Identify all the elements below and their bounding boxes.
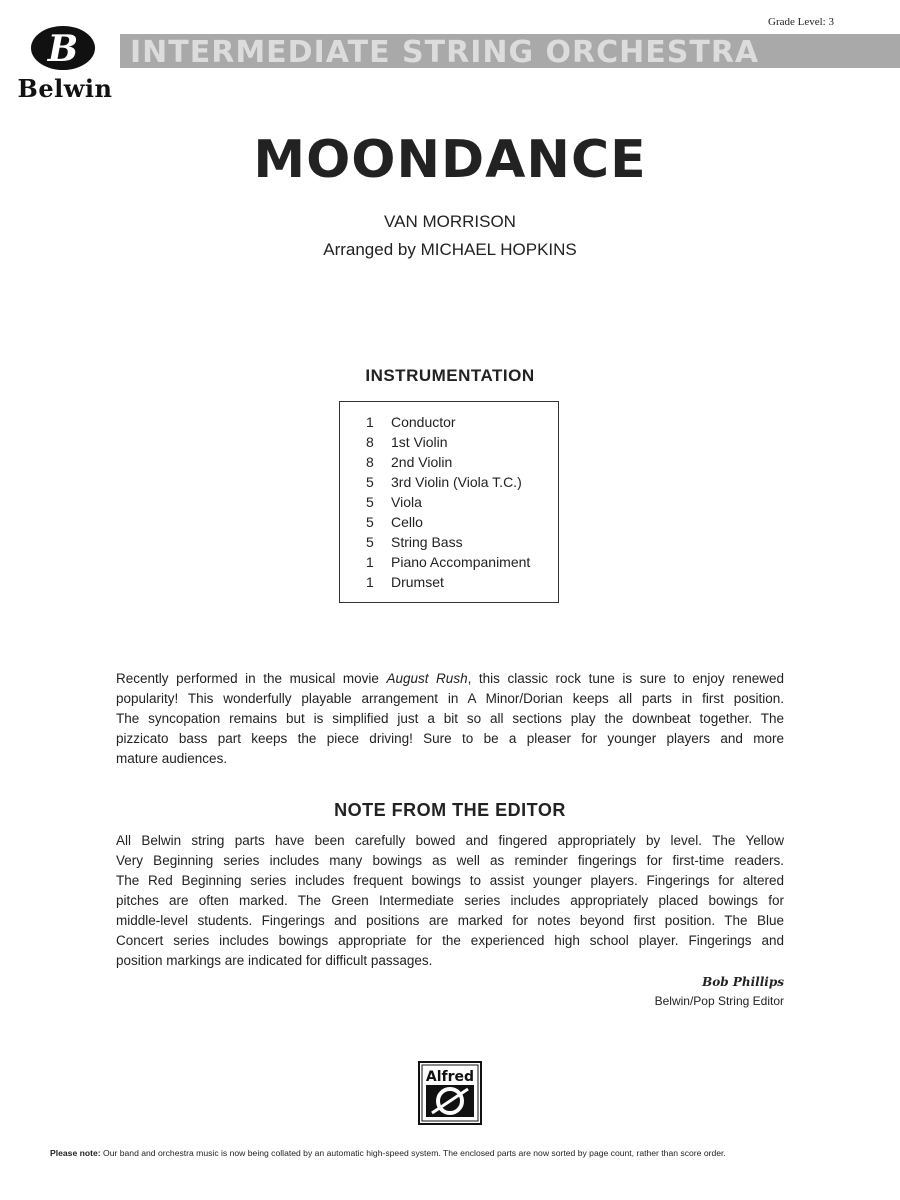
description-line: pizzicato bass part keeps the piece driving! Sure to be a pleaser for younger players and more bbox=[116, 731, 784, 746]
grade-level: Grade Level: 3 bbox=[768, 16, 834, 28]
instrument-name: 2nd Violin bbox=[391, 454, 453, 470]
instrument-qty: 5 bbox=[366, 494, 374, 510]
footer-note bbox=[50, 1148, 870, 1158]
instrument-row bbox=[340, 474, 560, 494]
instrument-row bbox=[340, 534, 560, 554]
instrument-row bbox=[340, 574, 560, 594]
instrument-qty: 8 bbox=[366, 454, 374, 470]
editor-note-line: position markings are indicated for difficult passages. bbox=[116, 953, 433, 968]
editor-note-line: middle-level students. Fingerings and positions are marked for notes beyond first position. The Blue bbox=[116, 913, 784, 928]
editor-note-line: pitches are often marked. The Green Intermediate series includes appropriately placed bowings for bbox=[116, 893, 784, 908]
series-title: INTERMEDIATE STRING ORCHESTRA bbox=[130, 35, 760, 68]
instrument-row bbox=[340, 434, 560, 454]
instrument-name: 1st Violin bbox=[391, 434, 448, 450]
instrument-name: 3rd Violin (Viola T.C.) bbox=[391, 474, 522, 490]
instrument-qty: 1 bbox=[366, 414, 374, 430]
description-line: The syncopation remains but is simplified just a bit so all sections play the downbeat together. The bbox=[116, 711, 784, 726]
footer-label: Please note: bbox=[50, 1148, 101, 1158]
piece-title: MOONDANCE bbox=[253, 130, 647, 190]
svg-text:B: B bbox=[47, 28, 79, 70]
instrument-name: String Bass bbox=[391, 534, 463, 550]
editor-note-line: The Red Beginning series includes frequent bowings to assist younger players. Fingerings for altered bbox=[116, 873, 784, 888]
editor-note-line: Very Beginning series includes many bowings as well as reminder fingerings for first-time readers. bbox=[116, 853, 784, 868]
instrumentation-heading: INSTRUMENTATION bbox=[365, 366, 535, 385]
alfred-logo bbox=[418, 1061, 482, 1125]
instrument-name: Viola bbox=[391, 494, 422, 510]
instrument-name: Conductor bbox=[391, 414, 456, 430]
instrument-qty: 5 bbox=[366, 514, 374, 530]
instrument-qty: 5 bbox=[366, 534, 374, 550]
instrument-name: Piano Accompaniment bbox=[391, 554, 531, 570]
instrument-row bbox=[340, 554, 560, 574]
instrument-qty: 1 bbox=[366, 554, 374, 570]
footer-text: Our band and orchestra music is now being collated by an automatic high-speed system. The enclosed parts are now sorted by page count, rather than score order. bbox=[100, 1148, 726, 1158]
editor-note-line: All Belwin string parts have been carefully bowed and fingered appropriately by level. The Yellow bbox=[116, 833, 784, 848]
publisher-name: Belwin bbox=[17, 74, 113, 103]
instrument-row bbox=[340, 514, 560, 534]
belwin-b-icon bbox=[30, 25, 96, 71]
instrument-name: Drumset bbox=[391, 574, 444, 590]
editor-note-paragraph bbox=[116, 831, 784, 971]
description-line: mature audiences. bbox=[116, 751, 228, 766]
series-banner bbox=[120, 34, 900, 68]
description-line: Recently performed in the musical movie August Rush, this classic rock tune is sure to enjoy renewed bbox=[116, 671, 784, 686]
instrument-qty: 8 bbox=[366, 434, 374, 450]
instrument-row bbox=[340, 414, 560, 434]
composer: VAN MORRISON bbox=[384, 212, 516, 231]
description-paragraph bbox=[116, 669, 784, 769]
editor-signature: Bob Phillips bbox=[702, 975, 784, 989]
description-line: popularity! This wonderfully playable arrangement in A Minor/Dorian keeps all parts in first position. bbox=[116, 691, 784, 706]
alfred-logo-text: Alfred bbox=[425, 1069, 475, 1085]
instrument-row bbox=[340, 454, 560, 474]
instrument-row bbox=[340, 494, 560, 514]
editor-note-line: Concert series includes bowings appropriate for the experienced high school player. Fingerings and bbox=[116, 933, 784, 948]
instrument-name: Cello bbox=[391, 514, 423, 530]
instrument-qty: 5 bbox=[366, 474, 374, 490]
instrumentation-list bbox=[339, 401, 559, 603]
belwin-logo bbox=[8, 22, 118, 102]
editor-note-heading: NOTE FROM THE EDITOR bbox=[334, 800, 566, 820]
instrument-qty: 1 bbox=[366, 574, 374, 590]
editor-role: Belwin/Pop String Editor bbox=[654, 994, 784, 1008]
arranger: Arranged by MICHAEL HOPKINS bbox=[323, 240, 577, 259]
movie-title: August Rush bbox=[386, 671, 468, 686]
